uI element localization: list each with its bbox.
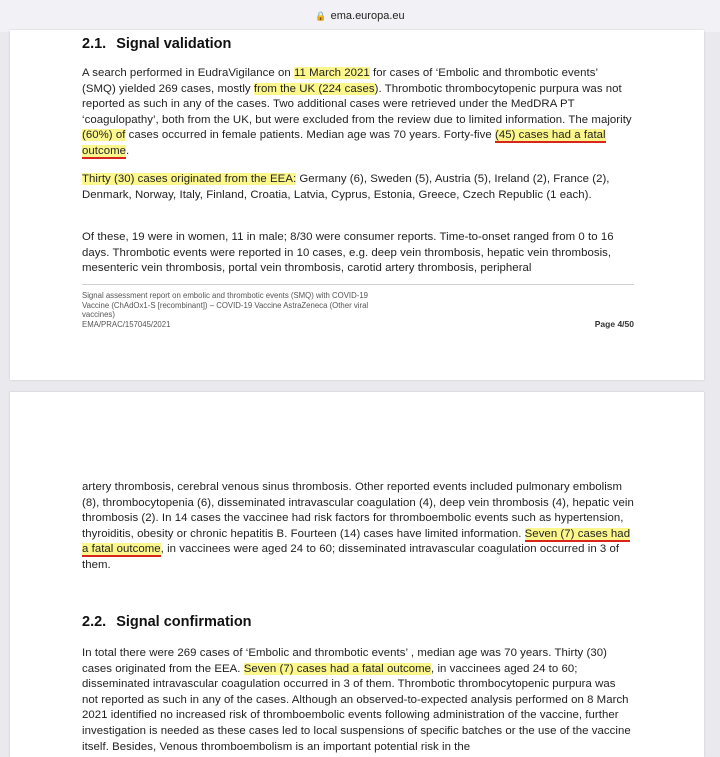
section-heading xyxy=(82,36,634,52)
paragraph xyxy=(82,646,634,755)
highlight: from the UK (224 cases xyxy=(253,82,375,95)
text-run: cases occurred in female patients. Median age was 70 years. Forty-five xyxy=(125,129,495,142)
text-run: In total there were 269 cases of ‘Embolic and thrombotic events’ , median age was 70 years. Thirty (30) cases originated from the EEA. xyxy=(82,647,607,675)
paragraph xyxy=(82,230,634,277)
section-number: 2.2. xyxy=(82,614,107,630)
footer-text: Vaccine (ChAdOx1-S [recombinant]) – COVID-19 Vaccine AstraZeneca (Other viral xyxy=(82,300,369,310)
section-number: 2.1. xyxy=(82,36,107,52)
footer-text: Signal assessment report on embolic and thrombotic events (SMQ) with COVID-19 xyxy=(82,291,369,300)
text-run: artery thrombosis, cerebral venous sinus thrombosis. Other reported events included pulmonary embolism (8), thrombocytopenia (6), disseminated intravascular coagulation (4), deep vein thrombosis (4), hepatic vein thrombosis (2). In 14 cases the vaccinee had risk factors for thromboembolic events such as hypertension, thyroiditis, obesity or chronic hepatitis B. Fourteen (14) cases have limited information. xyxy=(82,481,634,540)
highlight: Seven (7) cases had a fatal outcome xyxy=(243,662,432,675)
browser-url-bar[interactable] xyxy=(0,0,720,32)
document-page-5 xyxy=(10,392,704,757)
page-number: Page 4/50 xyxy=(594,318,634,329)
text-run: A search performed in EudraVigilance on xyxy=(82,67,295,79)
footer-text: EMA/PRAC/157045/2021 xyxy=(82,319,171,329)
highlight: (60%) of xyxy=(82,129,126,142)
section-title: Signal validation xyxy=(116,36,232,52)
paragraph xyxy=(82,480,634,574)
highlight-underlined: (45) cases had a fatal outcome xyxy=(82,129,606,157)
section-heading xyxy=(82,614,634,630)
paragraph-text: Of these, 19 were in women, 11 in male; 8/30 were consumer reports. Time-to-onset ranged from 0 to 16 days. Thrombotic events were reported in 10 cases, e.g. deep vein thrombosis, hepatic vein thrombosis, mesenteric vein thrombosis, portal vein thrombosis, carotid artery thrombosis, peripheral xyxy=(82,231,614,275)
footer-text: vaccines) xyxy=(82,310,115,320)
highlight: Thirty (30) cases originated from the EEA: xyxy=(82,173,297,185)
text-run: Germany (6), Sweden (5), Austria (5), Ireland (2), France (2), Denmark, Norway, Italy, Finland, Croatia, Latvia, Cyprus, Estonia, Greece, Czech Republic (1 each). xyxy=(82,173,610,201)
section-title: Signal confirmation xyxy=(116,614,252,630)
highlight: 11 March 2021 xyxy=(294,67,370,79)
document-page-4 xyxy=(10,30,704,380)
paragraph xyxy=(82,172,634,203)
text-run: , in vaccinees aged 24 to 60; disseminated intravascular coagulation occurred in 3 of them. Thrombotic thrombocytopenic purpura was not reported as such in any of the cases. Although an observed-to-expected analysis performed on 8 March 2021 identified no increased risk of thromboembolic events following administration of the vaccine, further investigation is needed as these cases led to local suspensions of specific batches or the use of the vaccine itself. Besides, Venous thromboembolism is an important potential risk in the xyxy=(82,662,631,753)
page-footer xyxy=(82,291,634,329)
lock-icon: 🔒 xyxy=(315,10,327,21)
text-run: for cases of ‘Embolic and thrombotic events’ (SMQ) yielded 269 cases, mostly xyxy=(82,67,598,95)
text-run: . xyxy=(126,144,130,157)
url-domain: ema.europa.eu xyxy=(330,10,405,22)
text-run: ). Thrombotic thrombocytopenic purpura was not reported as such in any of the cases. Two additional cases were retrieved under the MedDRA PT ‘coagulopathy’, both from the UK, but were excluded from the review due to limited information. The majority xyxy=(82,82,632,126)
divider xyxy=(82,284,634,285)
paragraph xyxy=(82,66,634,160)
text-run: , in vaccinees were aged 24 to 60; disseminated intravascular coagulation occurred in 3 of them. xyxy=(82,543,620,571)
highlight-underlined: Seven (7) cases had a fatal outcome xyxy=(82,527,631,556)
